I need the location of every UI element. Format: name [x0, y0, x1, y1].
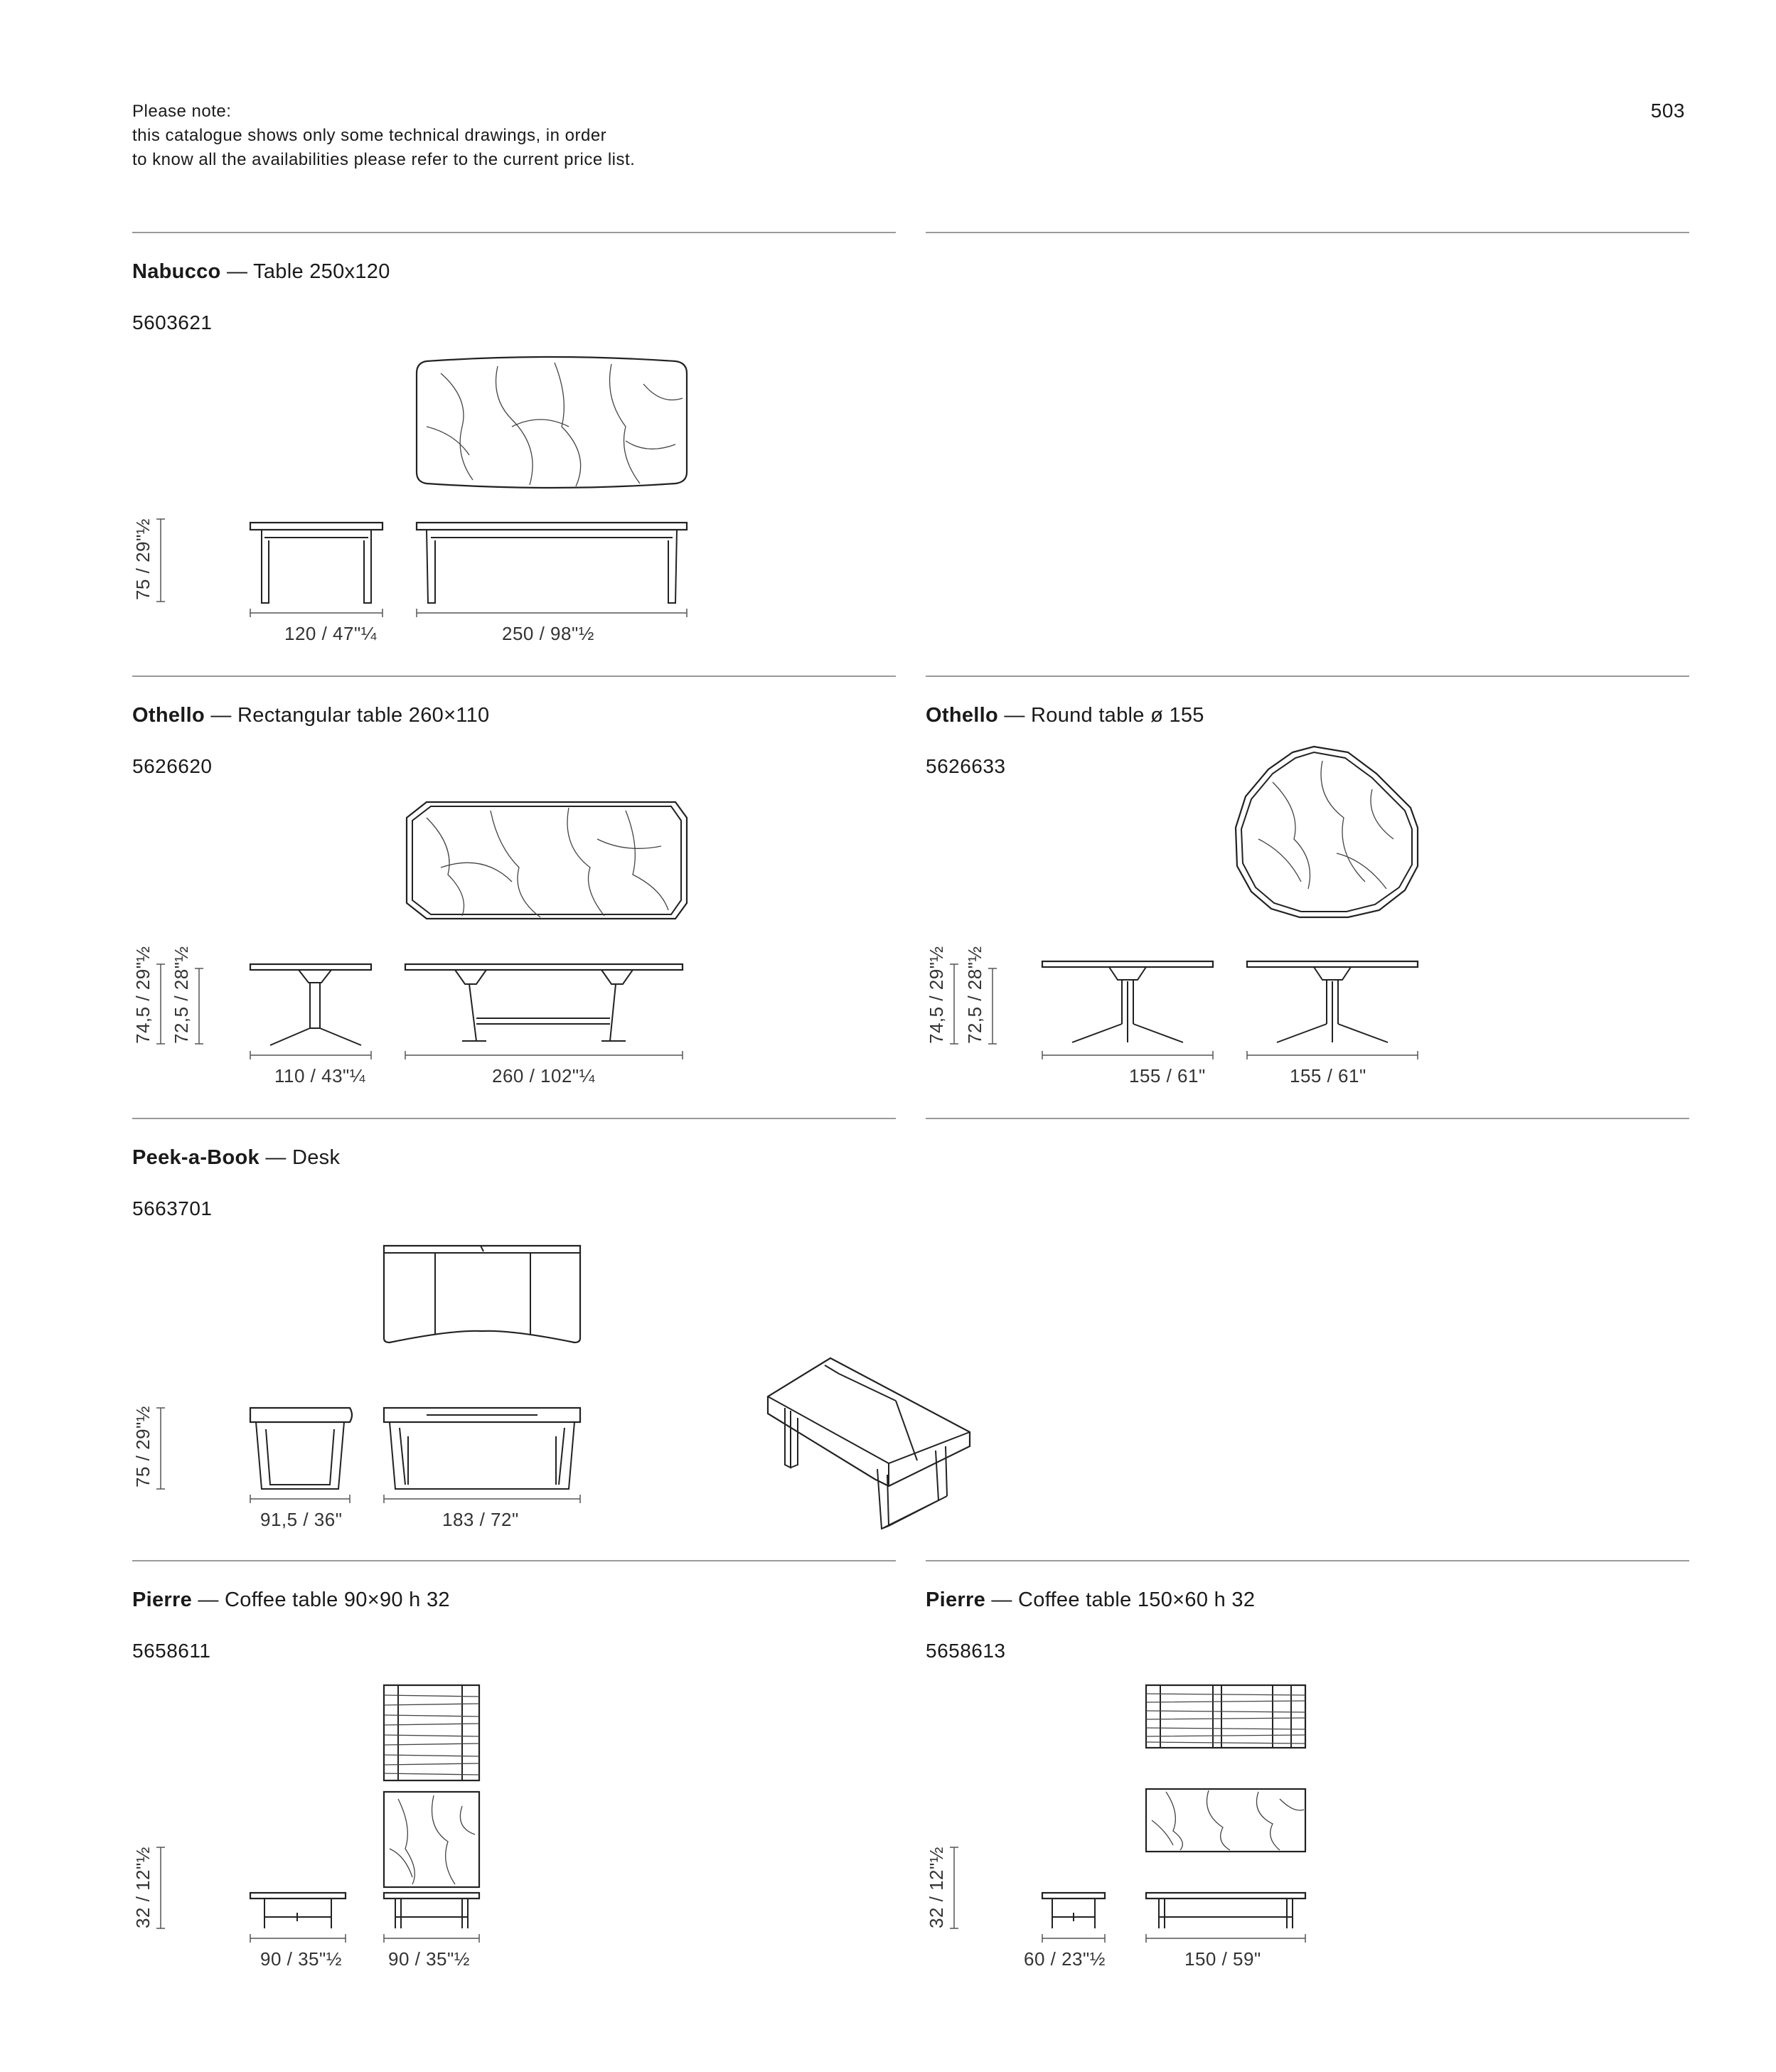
page-number: 503 — [1650, 100, 1685, 122]
product-description: — Coffee table 150×60 h 32 — [991, 1588, 1256, 1611]
width-dimension: 155 / 61" — [1129, 1065, 1206, 1086]
product-code: 5626633 — [926, 755, 1006, 777]
note-line: this catalogue shows only some technical drawings, in order — [132, 126, 607, 145]
product-name: Pierre — [132, 1588, 193, 1611]
height-dimension: 72,5 / 28"½ — [171, 946, 192, 1044]
width-dimension: 91,5 / 36" — [260, 1509, 343, 1530]
length-dimension: 150 / 59" — [1184, 1948, 1261, 1970]
product-description: — Rectangular table 260×110 — [210, 704, 490, 727]
product-code: 5658613 — [926, 1640, 1006, 1662]
product-name: Othello — [132, 704, 205, 727]
height-dimension: 32 / 12"½ — [132, 1847, 154, 1928]
length-dimension: 183 / 72" — [442, 1509, 519, 1530]
height-dimension: 72,5 / 28"½ — [964, 946, 985, 1044]
length-dimension: 155 / 61" — [1290, 1065, 1366, 1086]
product-description: — Coffee table 90×90 h 32 — [198, 1588, 450, 1611]
product-description: — Table 250x120 — [226, 260, 390, 283]
product-code: 5603621 — [132, 311, 213, 333]
length-dimension: 90 / 35"½ — [388, 1948, 470, 1970]
height-dimension: 74,5 / 29"½ — [926, 946, 947, 1044]
width-dimension: 60 / 23"½ — [1024, 1948, 1106, 1970]
width-dimension: 120 / 47"¼ — [284, 623, 377, 644]
height-dimension: 74,5 / 29"½ — [132, 946, 154, 1044]
product-name: Nabucco — [132, 260, 221, 283]
product-description: — Round table ø 155 — [1004, 704, 1204, 727]
height-dimension: 75 / 29"½ — [132, 518, 154, 600]
length-dimension: 250 / 98"½ — [502, 623, 594, 644]
width-dimension: 110 / 43"¼ — [274, 1065, 365, 1086]
height-dimension: 32 / 12"½ — [926, 1847, 947, 1928]
product-code: 5626620 — [132, 755, 213, 777]
product-code: 5663701 — [132, 1197, 213, 1219]
product-name: Peek-a-Book — [132, 1146, 260, 1169]
product-name: Othello — [926, 704, 998, 727]
product-code: 5658611 — [132, 1640, 211, 1662]
width-dimension: 90 / 35"½ — [260, 1948, 342, 1970]
height-dimension: 75 / 29"½ — [132, 1406, 154, 1488]
product-description: — Desk — [265, 1146, 341, 1169]
product-name: Pierre — [926, 1588, 986, 1611]
note-line: Please note: — [132, 102, 232, 121]
length-dimension: 260 / 102"¼ — [492, 1065, 595, 1086]
note-line: to know all the availabilities please refer to the current price list. — [132, 150, 636, 169]
